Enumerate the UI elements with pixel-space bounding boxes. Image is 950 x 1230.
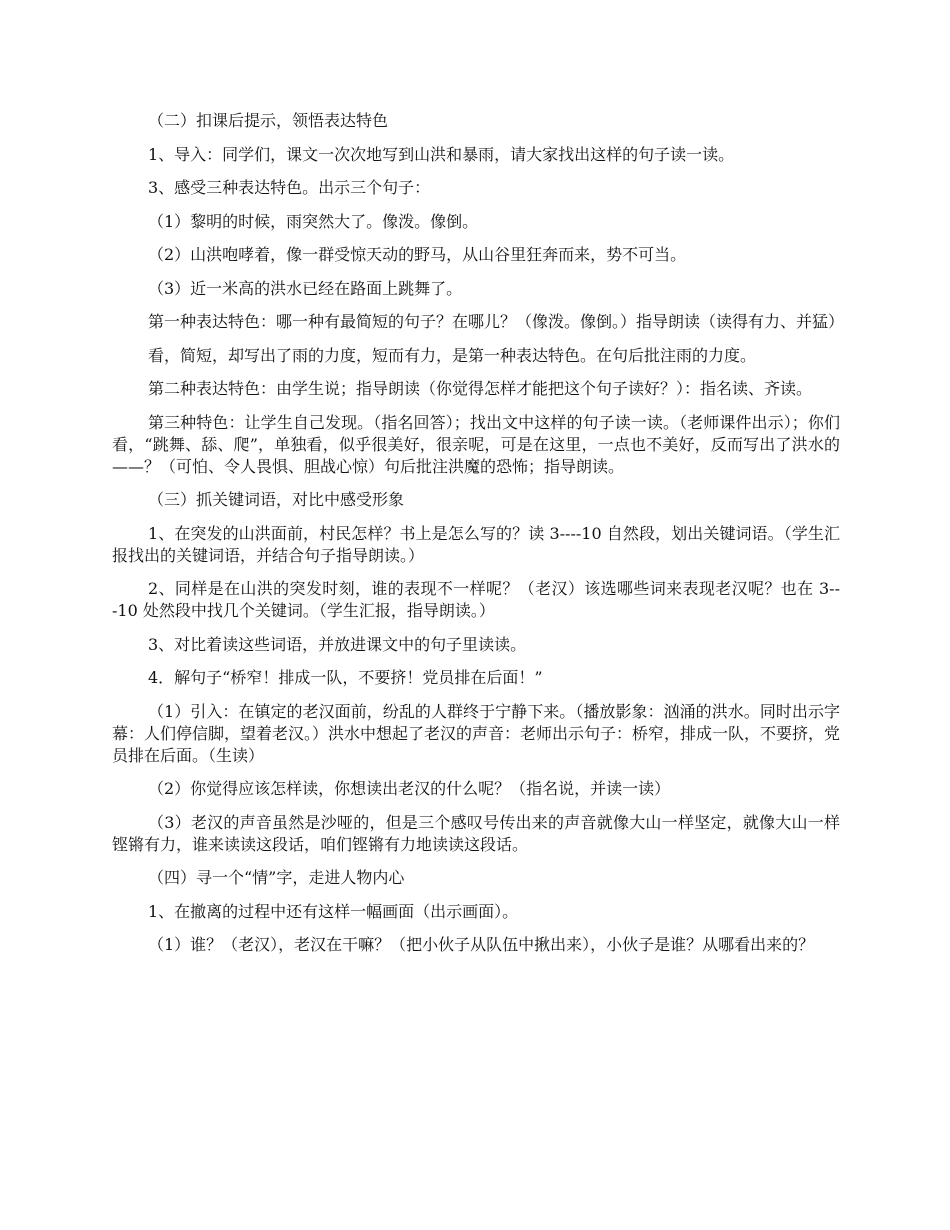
section-heading-2: （二）扣课后提示，领悟表达特色 bbox=[148, 111, 389, 130]
section-heading-4: （四）寻一个“情”字，走进人物内心 bbox=[148, 868, 405, 887]
paragraph: 4．解句子“桥窄！排成一队，不要挤！党员排在后面！” bbox=[148, 668, 543, 687]
paragraph: 1、导入：同学们，课文一次次地写到山洪和暴雨，请大家找出这样的句子读一读。 bbox=[148, 144, 735, 164]
list-item: （2）山洪咆哮着，像一群受惊天动的野马，从山谷里狂奔而来，势不可当。 bbox=[148, 245, 687, 264]
list-item: （1）引入：在镇定的老汉面前，纷乱的人群终于宁静下来。（播放影象：汹涌的洪水。同时出示字幕：人们停信脚，望着老汉。）洪水中想起了老汉的声音：老师出示句子：桥窄，排成一队，不要挤，党员排在后面。（生读） bbox=[112, 701, 841, 765]
paragraph: 1、在突发的山洪面前，村民怎样？书上是怎么写的？读 3----10 自然段，划出关键词语。（学生汇报找出的关键词语，并结合句子指导朗读。） bbox=[112, 523, 840, 565]
list-item: （3）老汉的声音虽然是沙哑的，但是三个感叹号传出来的声音就像大山一样坚定，就像大山一样铿锵有力，谁来读读这段话，咱们铿锵有力地读读这段话。 bbox=[112, 812, 840, 854]
list-item: （3）近一米高的洪水已经在路面上跳舞了。 bbox=[148, 278, 463, 298]
paragraph: 第二种表达特色：由学生说；指导朗读（你觉得怎样才能把这个句子读好？）：指名读、齐读。 bbox=[148, 379, 813, 398]
paragraph: 2、同样是在山洪的突发时刻，谁的表现不一样呢？（老汉）该选哪些词来表现老汉呢？也在 3---10 处然段中找几个关键词。（学生汇报，指导朗读。） bbox=[112, 579, 840, 620]
list-item: （2）你觉得应该怎样读，你想读出老汉的什么呢？（指名说，并读一读） bbox=[148, 779, 671, 798]
section-heading-3: （三）抓关键词语，对比中感受形象 bbox=[148, 490, 405, 509]
paragraph: 看，简短，却写出了雨的力度，短而有力，是第一种表达特色。在句后批注雨的力度。 bbox=[148, 345, 757, 365]
paragraph: 第一种表达特色：哪一种有最简短的句子？在哪儿？（像泼。像倒。）指导朗读（读得有力、并猛） bbox=[148, 312, 845, 331]
document-page bbox=[112, 110, 845, 968]
paragraph: 3、感受三种表达特色。出示三个句子： bbox=[148, 178, 431, 197]
list-item: （1）谁？（老汉），老汉在干嘛？（把小伙子从队伍中揪出来），小伙子是谁？从哪看出来的？ bbox=[148, 935, 815, 954]
paragraph: 3、对比着读这些词语，并放进课文中的句子里读读。 bbox=[148, 634, 527, 654]
paragraph: 第三种特色：让学生自己发现。（指名回答）；找出文中这样的句子读一读。（老师课件出示）；你们看，“跳舞、舔、爬”，单独看，似乎很美好，很亲呢，可是在这里，一点也不美好，反而写出了洪水的——？（可怕、令人畏惧、胆战心惊）句后批注洪魔的恐怖；指导朗读。 bbox=[112, 412, 840, 476]
list-item: （1）黎明的时候，雨突然大了。像泼。像倒。 bbox=[148, 211, 479, 231]
paragraph: 1、在撤离的过程中还有这样一幅画面（出示画面）。 bbox=[148, 901, 519, 921]
